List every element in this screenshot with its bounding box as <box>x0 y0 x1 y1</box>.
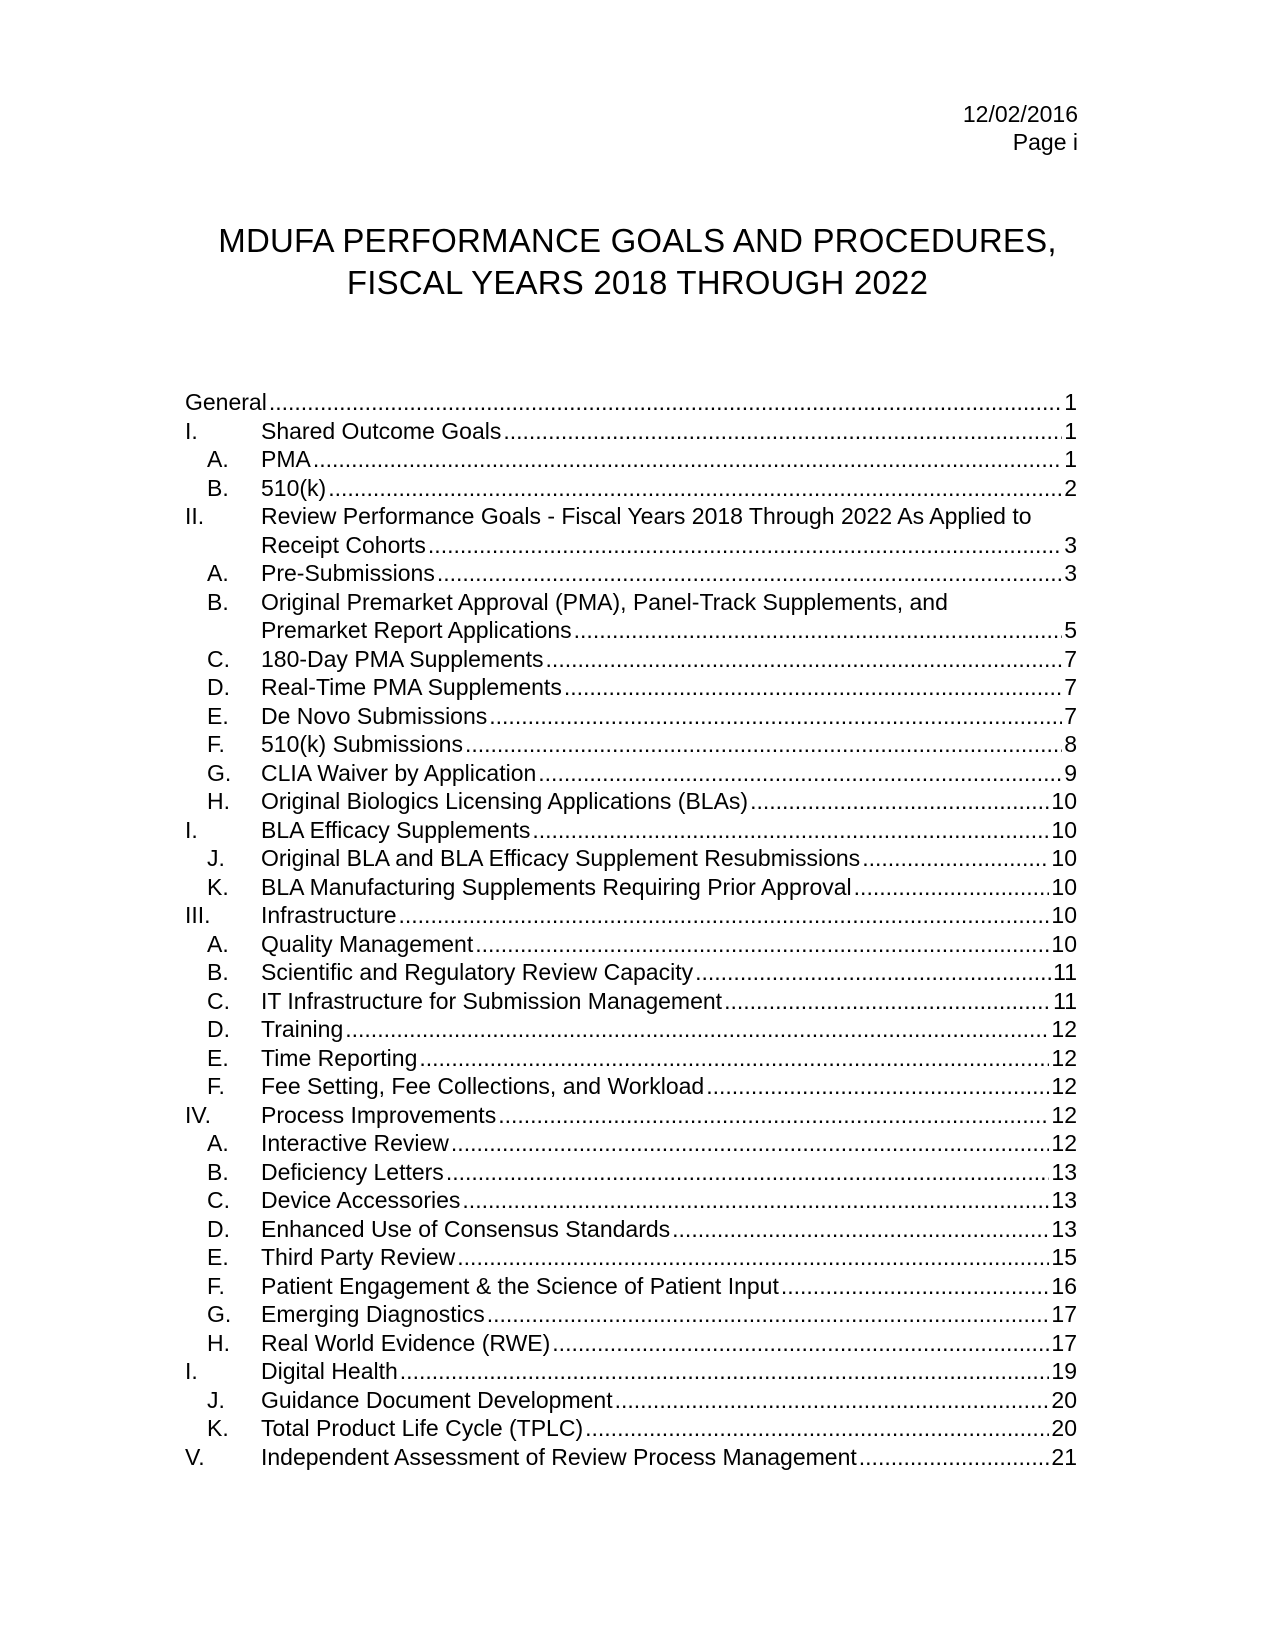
toc-entry[interactable] <box>185 1272 1077 1301</box>
toc-entry-page-number: 5 <box>1064 617 1077 643</box>
toc-entry-page-number: 10 <box>1051 845 1077 871</box>
toc-entry-marker: A. <box>207 930 229 957</box>
toc-entry-marker: D. <box>207 1215 230 1242</box>
toc-entry[interactable] <box>185 1101 1077 1130</box>
toc-entry-label: Receipt Cohorts <box>261 531 426 558</box>
toc-entry[interactable] <box>185 873 1077 902</box>
toc-entry[interactable] <box>185 474 1077 503</box>
toc-entry[interactable] <box>185 673 1077 702</box>
title-line-1: MDUFA PERFORMANCE GOALS AND PROCEDURES, <box>218 222 1057 259</box>
toc-entry-page-number: 13 <box>1051 1158 1077 1185</box>
toc-entry-label: Quality Management <box>261 930 474 957</box>
toc-entry-page-number: 1 <box>1064 389 1077 415</box>
dot-leader <box>724 987 1051 1016</box>
toc-entry-marker: B. <box>207 1158 229 1185</box>
toc-entry-page-number: 20 <box>1051 1415 1077 1441</box>
toc-entry-marker: G. <box>207 759 232 786</box>
toc-entry-label: 180-Day PMA Supplements <box>261 645 544 672</box>
toc-entry[interactable] <box>185 559 1077 588</box>
toc-entry-marker: B. <box>207 588 229 615</box>
toc-entry-marker: D. <box>207 674 230 700</box>
toc-entry-label: Patient Engagement & the Science of Patient Input <box>261 1272 779 1299</box>
toc-entry[interactable] <box>185 1357 1077 1386</box>
toc-entry-marker: C. <box>207 1187 230 1213</box>
toc-entry[interactable] <box>185 1129 1077 1158</box>
dot-leader <box>706 1072 1049 1101</box>
toc-entry[interactable] <box>185 930 1077 959</box>
toc-entry[interactable] <box>185 1443 1077 1472</box>
dot-leader <box>615 1386 1050 1415</box>
toc-entry[interactable] <box>185 844 1077 873</box>
toc-entry-label: Premarket Report Applications <box>261 617 572 643</box>
dot-leader <box>269 388 1062 417</box>
toc-entry-label: Time Reporting <box>261 1044 418 1071</box>
dot-leader <box>428 531 1062 560</box>
dot-leader <box>498 1101 1049 1130</box>
toc-entry-marker: E. <box>207 702 229 729</box>
toc-entry-marker: H. <box>207 1329 230 1356</box>
toc-entry-marker: E. <box>207 1044 229 1071</box>
toc-entry-marker: I. <box>185 417 198 444</box>
page-number: Page i <box>1012 129 1078 155</box>
toc-entry-label-line: Review Performance Goals - Fiscal Years 2018 Through 2022 As Applied to <box>261 503 1032 529</box>
toc-entry-marker: J. <box>207 845 225 871</box>
toc-entry-label: BLA Manufacturing Supplements Requiring Prior Approval <box>261 873 852 900</box>
dot-leader <box>457 1243 1049 1272</box>
toc-entry-marker: I. <box>185 816 198 843</box>
dot-leader <box>345 1015 1049 1044</box>
toc-entry-marker: A. <box>207 560 229 586</box>
dot-leader <box>574 616 1063 645</box>
toc-entry[interactable] <box>185 588 1077 645</box>
toc-entry[interactable] <box>185 901 1077 930</box>
toc-entry-label: General <box>185 389 267 415</box>
toc-entry-marker: V. <box>185 1443 205 1470</box>
dot-leader <box>750 787 1049 816</box>
toc-entry[interactable] <box>185 645 1077 674</box>
dot-leader <box>489 702 1062 731</box>
toc-entry[interactable] <box>185 445 1077 474</box>
toc-entry-label: Guidance Document Development <box>261 1386 613 1413</box>
toc-entry-label: PMA <box>261 446 311 472</box>
toc-entry-page-number: 3 <box>1064 560 1077 586</box>
dot-leader <box>328 474 1062 503</box>
toc-entry-marker: F. <box>207 1272 225 1299</box>
toc-entry-label: Training <box>261 1016 344 1042</box>
toc-entry-page-number: 12 <box>1051 1044 1077 1071</box>
toc-entry[interactable] <box>185 1015 1077 1044</box>
toc-entry-label: Shared Outcome Goals <box>261 417 502 444</box>
toc-entry-label: BLA Efficacy Supplements <box>261 816 531 843</box>
toc-entry-page-number: 1 <box>1064 446 1077 472</box>
dot-leader <box>695 958 1051 987</box>
toc-entry-page-number: 12 <box>1051 1073 1077 1099</box>
toc-entry-page-number: 21 <box>1051 1443 1077 1470</box>
dot-leader <box>399 901 1050 930</box>
toc-entry-label: Real-Time PMA Supplements <box>261 674 562 700</box>
toc-entry-marker: H. <box>207 788 230 814</box>
toc-entry-page-number: 17 <box>1051 1329 1077 1356</box>
toc-entry-marker: IV. <box>185 1101 212 1128</box>
toc-entry-page-number: 20 <box>1051 1386 1077 1413</box>
toc-entry[interactable] <box>185 1300 1077 1329</box>
toc-entry-page-number: 11 <box>1053 987 1077 1014</box>
toc-entry[interactable] <box>185 417 1077 446</box>
dot-leader <box>446 1158 1050 1187</box>
toc-entry-label: 510(k) Submissions <box>261 731 463 757</box>
toc-entry-page-number: 12 <box>1051 1130 1077 1156</box>
toc-entry-page-number: 1 <box>1064 417 1077 444</box>
toc-entry-page-number: 15 <box>1051 1244 1077 1270</box>
toc-entry-marker: II. <box>185 503 205 529</box>
dot-leader <box>546 645 1063 674</box>
toc-entry-label: Deficiency Letters <box>261 1158 444 1185</box>
toc-entry-marker: F. <box>207 731 225 757</box>
toc-entry-page-number: 12 <box>1051 1016 1077 1042</box>
dot-leader <box>419 1044 1049 1073</box>
dot-leader <box>503 417 1062 446</box>
toc-entry-marker: B. <box>207 474 229 501</box>
toc-entry[interactable] <box>185 1186 1077 1215</box>
toc-entry-label: Process Improvements <box>261 1101 497 1128</box>
toc-entry-marker: C. <box>207 645 230 672</box>
toc-entry-marker: K. <box>207 873 229 900</box>
toc-entry-label: Interactive Review <box>261 1130 449 1156</box>
toc-entry-label: Independent Assessment of Review Process Management <box>261 1443 857 1470</box>
toc-entry-label: Emerging Diagnostics <box>261 1301 485 1327</box>
toc-entry-label: Fee Setting, Fee Collections, and Workload <box>261 1073 705 1099</box>
toc-entry-page-number: 10 <box>1051 930 1077 957</box>
toc-entry-page-number: 3 <box>1064 531 1077 558</box>
toc-entry-marker: F. <box>207 1073 225 1099</box>
toc-entry-page-number: 10 <box>1051 902 1077 928</box>
toc-entry[interactable] <box>185 1414 1077 1443</box>
toc-entry[interactable] <box>185 1158 1077 1187</box>
toc-entry[interactable] <box>185 702 1077 731</box>
toc-entry-label: 510(k) <box>261 474 327 501</box>
toc-entry-label: Third Party Review <box>261 1244 456 1270</box>
toc-entry[interactable] <box>185 987 1077 1016</box>
toc-entry-label: Real World Evidence (RWE) <box>261 1329 551 1356</box>
toc-entry[interactable] <box>185 1215 1077 1244</box>
toc-entry-page-number: 11 <box>1053 959 1077 985</box>
page-header <box>963 100 1078 156</box>
dot-leader <box>465 730 1062 759</box>
dot-leader <box>585 1414 1049 1443</box>
toc-entry-page-number: 19 <box>1051 1358 1077 1384</box>
toc-entry-label-line: Original Premarket Approval (PMA), Panel-Track Supplements, and <box>261 588 948 615</box>
toc-entry[interactable] <box>185 1386 1077 1415</box>
table-of-contents <box>185 388 1077 1471</box>
dot-leader <box>451 1129 1049 1158</box>
toc-entry-label: Enhanced Use of Consensus Standards <box>261 1215 671 1242</box>
dot-leader <box>462 1186 1049 1215</box>
toc-entry-label: Device Accessories <box>261 1187 461 1213</box>
toc-entry-page-number: 7 <box>1064 702 1077 729</box>
dot-leader <box>400 1357 1050 1386</box>
toc-entry-label: Digital Health <box>261 1358 398 1384</box>
toc-entry-page-number: 7 <box>1064 645 1077 672</box>
dot-leader <box>475 930 1049 959</box>
toc-entry-marker: J. <box>207 1386 225 1413</box>
toc-entry[interactable] <box>185 1329 1077 1358</box>
dot-leader <box>437 559 1062 588</box>
toc-entry-page-number: 10 <box>1051 873 1077 900</box>
toc-entry[interactable] <box>185 1072 1077 1101</box>
toc-entry-marker: A. <box>207 1130 229 1156</box>
toc-entry-label: Scientific and Regulatory Review Capacity <box>261 959 694 985</box>
toc-entry-marker: C. <box>207 987 230 1014</box>
toc-entry-page-number: 2 <box>1064 474 1077 501</box>
dot-leader <box>672 1215 1049 1244</box>
toc-entry-label: Infrastructure <box>261 902 397 928</box>
toc-entry-page-number: 9 <box>1064 759 1077 786</box>
document-title <box>0 220 1275 304</box>
toc-entry[interactable] <box>185 730 1077 759</box>
toc-entry[interactable] <box>185 787 1077 816</box>
dot-leader <box>313 445 1062 474</box>
toc-entry-label: Original BLA and BLA Efficacy Supplement Resubmissions <box>261 845 861 871</box>
toc-entry-marker: G. <box>207 1301 232 1327</box>
title-line-2: FISCAL YEARS 2018 THROUGH 2022 <box>346 264 929 301</box>
toc-entry[interactable] <box>185 388 1077 417</box>
toc-entry-label: Original Biologics Licensing Applications (BLAs) <box>261 788 749 814</box>
toc-entry[interactable] <box>185 958 1077 987</box>
toc-entry[interactable] <box>185 502 1077 559</box>
toc-entry-page-number: 13 <box>1051 1187 1077 1213</box>
toc-entry-label: Pre-Submissions <box>261 560 435 586</box>
toc-entry-page-number: 16 <box>1051 1272 1077 1299</box>
dot-leader <box>781 1272 1050 1301</box>
toc-entry-marker: A. <box>207 446 229 472</box>
toc-entry-page-number: 10 <box>1051 816 1077 843</box>
toc-entry-label: IT Infrastructure for Submission Management <box>261 987 723 1014</box>
dot-leader <box>862 844 1049 873</box>
toc-entry-page-number: 8 <box>1064 731 1077 757</box>
dot-leader <box>854 873 1050 902</box>
document-date: 12/02/2016 <box>962 101 1078 127</box>
dot-leader <box>538 759 1062 788</box>
toc-entry-marker: B. <box>207 959 229 985</box>
toc-entry[interactable] <box>185 1243 1077 1272</box>
toc-entry-page-number: 17 <box>1051 1301 1077 1327</box>
dot-leader <box>564 673 1062 702</box>
toc-entry-label: De Novo Submissions <box>261 702 488 729</box>
toc-entry-page-number: 7 <box>1064 674 1077 700</box>
toc-entry-page-number: 12 <box>1051 1101 1077 1128</box>
dot-leader <box>487 1300 1050 1329</box>
dot-leader <box>552 1329 1049 1358</box>
toc-entry-marker: E. <box>207 1244 229 1270</box>
toc-entry-page-number: 10 <box>1051 788 1077 814</box>
toc-entry[interactable] <box>185 1044 1077 1073</box>
toc-entry[interactable] <box>185 759 1077 788</box>
toc-entry-marker: I. <box>185 1358 198 1384</box>
toc-entry-marker: III. <box>185 902 211 928</box>
toc-entry-label: Total Product Life Cycle (TPLC) <box>261 1415 584 1441</box>
toc-entry-label: CLIA Waiver by Application <box>261 759 537 786</box>
toc-entry[interactable] <box>185 816 1077 845</box>
toc-entry-marker: K. <box>207 1415 229 1441</box>
toc-entry-page-number: 13 <box>1051 1215 1077 1242</box>
toc-entry-marker: D. <box>207 1016 230 1042</box>
dot-leader <box>532 816 1049 845</box>
dot-leader <box>859 1443 1050 1472</box>
